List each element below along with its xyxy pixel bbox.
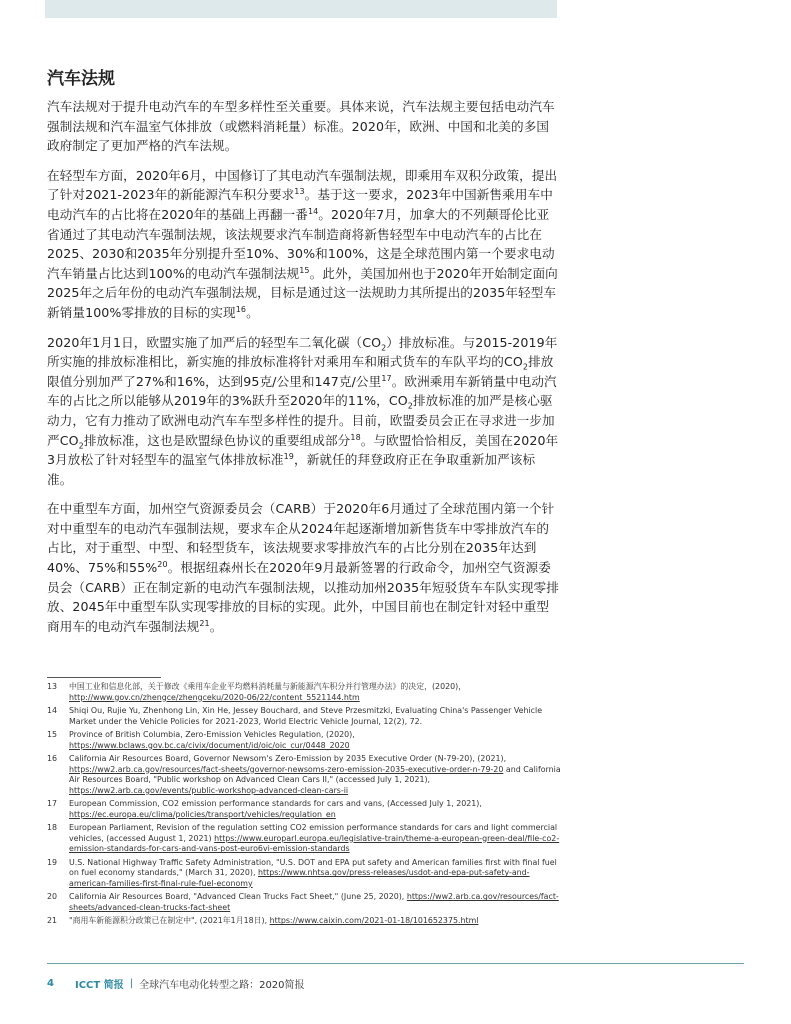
header-band <box>45 0 557 18</box>
footnote: 18 European Parliament, Revision of the regulation setting CO2 emission performance standards for cars and light commercial vehicles, (accessed August 1, 2021) https://www.europarl.europa.eu/legislative-train/theme-a-european-green-deal/file-co2-emission-standards-for-cars-and-vans-post-euro6vi-emission-standards <box>47 823 560 854</box>
paragraph-4: 在中重型车方面，加州空气资源委员会（CARB）于2020年6月通过了全球范围内第一个针对中重型车的电动汽车强制法规，要求车企从2024年起逐渐增加新售货车中零排放汽车的占比，对于重型、中型、和轻型货车，该法规要求零排放汽车的占比分别在2035年达到40%、75%和55%$^{20}$。根据纽森州长在2020年9月最新签署的行政命令，加州空气资源委员会（CARB）正在制定新的电动汽车强制法规，以推动加州2035年短驳货车车队实现零排放、2045年中重型车队实现零排放的目标的实现。此外，中国目前也在制定针对轻中重型商用车的电动汽车强制法规$^{21}$。 <box>47 501 559 634</box>
footnote-link[interactable]: https://www.caixin.com/2021-01-18/101652375.html <box>269 916 479 926</box>
footnote: 15 Province of British Columbia, Zero-Emission Vehicles Regulation, (2020), https://www.bclaws.gov.bc.ca/civix/document/id/oic/oic_cur/0448_2020 <box>47 729 355 750</box>
footnote-ref[interactable]: 19 <box>283 451 294 461</box>
footnote: 16 California Air Resources Board, Governor Newsom's Zero-Emission by 2035 Executive Order (N-79-20), (2021), https://ww2.arb.ca.gov/resources/fact-sheets/governor-newsoms-zero-emission-2035-executive-order-n-79-20 and California Air Resources Board, "Public workshop on Advanced Clean Cars II," (accessed July 1, 2021), https://ww2.arb.ca.gov/events/public-workshop-advanced-clean-cars-ii <box>47 753 561 795</box>
footnote-link[interactable]: https://www.europarl.europa.eu/legislative-train/theme-a-european-green-deal/file-co2-emission-standards-for-cars-and-vans-post-euro6vi-emission-standards <box>69 833 560 854</box>
footnote-ref[interactable]: 13 <box>294 187 305 197</box>
paragraph-2: 在轻型车方面，2020年6月，中国修订了其电动汽车强制法规，即乘用车双积分政策，提出了针对2021-2023年的新能源汽车积分要求$^{13}$。基于这一要求，2023年中国新售乘用车中电动汽车的占比将在2020年的基础上再翻一番$^{14}$。2020年7月，加拿大的不列颠哥伦比亚省通过了其电动汽车强制法规，该法规要求汽车制造商将新售轻型车中电动汽车的占比在2025、2030和2035年分别提升至10%、30%和100%，这是全球范围内第一个要求电动汽车销量占比达到100%的电动汽车强制法规$^{15}$。此外，美国加州也于2020年开始制定面向2025年之后年份的电动汽车强制法规，目标是通过这一法规助力其所提出的2035年轻型车新销量100%零排放的目标的实现$^{16}$。 <box>47 167 558 320</box>
document-title: 全球汽车电动化转型之路：2020简报 <box>139 980 305 991</box>
footnote-ref[interactable]: 14 <box>307 206 319 216</box>
footnote-ref[interactable]: 15 <box>299 265 310 275</box>
footnote-link[interactable]: https://ec.europa.eu/clima/policies/transport/vehicles/regulation_en <box>69 809 336 819</box>
footnote-link[interactable]: http://www.gov.cn/zhengce/zhengceku/2020-06/22/content_5521144.htm <box>69 692 360 702</box>
footnote-ref[interactable]: 18 <box>350 432 361 442</box>
page-number: 4 <box>47 978 54 989</box>
footnote-ref[interactable]: 20 <box>157 559 168 569</box>
footnote: 14 Shiqi Ou, Rujie Yu, Zhenhong Lin, Xin He, Jessey Bouchard, and Steve Przesmitzki, Evaluating China's Passenger Vehicle Market under the Vehicle Policies for 2021-2023, World Electric Vehicle Journal, 12(2), 72. <box>47 705 543 726</box>
section-title: 汽车法规 <box>47 69 115 89</box>
brand-label: ICCT 简报 <box>75 980 124 991</box>
footnote-link[interactable]: https://www.nhtsa.gov/press-releases/usdot-and-epa-put-safety-and-american-families-first-final-rule-fuel-economy <box>69 868 530 888</box>
footnote: 13 中国工业和信息化部，关于修改《乘用车企业平均燃料消耗量与新能源汽车积分并行管理办法》的决定，(2020)，http://www.gov.cn/zhengce/zhengceku/2020-06/22/content_5521144.htm <box>47 682 467 702</box>
footnotes <box>47 682 562 930</box>
footnote-link[interactable]: https://www.bclaws.gov.bc.ca/civix/document/id/oic/oic_cur/0448_2020 <box>69 740 350 750</box>
footnote: 20 California Air Resources Board, "Advanced Clean Trucks Fact Sheet," (June 25, 2020), https://ww2.arb.ca.gov/resources/fact-sheets/advanced-clean-trucks-fact-sheet <box>47 892 559 912</box>
footnote-ref[interactable]: 21 <box>199 618 210 628</box>
page-footer <box>47 976 305 991</box>
footnote-divider <box>47 677 161 678</box>
footnote-link[interactable]: https://ww2.arb.ca.gov/events/public-workshop-advanced-clean-cars-ii <box>69 785 349 795</box>
main-content <box>47 64 559 646</box>
footer-divider <box>47 963 744 964</box>
paragraph-3: 2020年1月1日，欧盟实施了加严后的轻型车二氧化碳$(CO_2)$排放标准。与2015-2019年所实施的排放标准相比，新实施的排放标准将针对乘用车和厢式货车的车队平均的$CO_2$排放限值分别加严了27%和16%，达到95克/公里和147克/公里$^{17}$。欧洲乘用车新销量中电动汽车的占比之所以能够从2019年的3%跃升至2020年的11%，$CO_2$排放标准的加严是核心驱动力，它有力推动了欧洲电动汽车车型多样性的提升。目前，欧盟委员会正在寻求进一步加严$CO_2$排放标准，这也是欧盟绿色协议的重要组成部分$^{18}$。与欧盟恰恰相反，美国在2020年3月放松了针对轻型车的温室气体排放标准$^{19}$，新就任的拜登政府正在争取重新加严该标准。 <box>47 334 559 487</box>
footnote: 21 "商用车新能源积分政策已在制定中", (2021年1月18日), https://www.caixin.com/2021-01-18/101652375.html <box>47 916 479 926</box>
footnote-ref[interactable]: 17 <box>381 373 392 383</box>
paragraph-1: 汽车法规对于提升电动汽车的车型多样性至关重要。具体来说，汽车法规主要包括电动汽车强制法规和汽车温室气体排放（或燃料消耗量）标准。2020年，欧洲、中国和北美的多国政府制定了更加严格的汽车法规。 <box>47 99 555 154</box>
footnote: 19 U.S. National Highway Traffic Safety Administration, "U.S. DOT and EPA put safety and American families first with final fuel on fuel economy standards," (March 31, 2020), https://www.nhtsa.gov/press-releases/usdot-and-epa-put-safety-and-american-families-first-final-rule-fuel-economy <box>47 857 557 888</box>
footnote-ref[interactable]: 16 <box>235 304 247 314</box>
footer-separator: | <box>129 978 134 989</box>
footnote-link[interactable]: https://ww2.arb.ca.gov/resources/fact-sheets/advanced-clean-trucks-fact-sheet <box>69 892 559 912</box>
footnote: 17 European Commission, CO2 emission performance standards for cars and vans, (Accessed July 1, 2021), https://ec.europa.eu/clima/policies/transport/vehicles/regulation_en <box>47 799 482 819</box>
footnote-link[interactable]: https://ww2.arb.ca.gov/resources/fact-sheets/governor-newsoms-zero-emission-2035-executive-order-n-79-20 <box>69 764 504 774</box>
